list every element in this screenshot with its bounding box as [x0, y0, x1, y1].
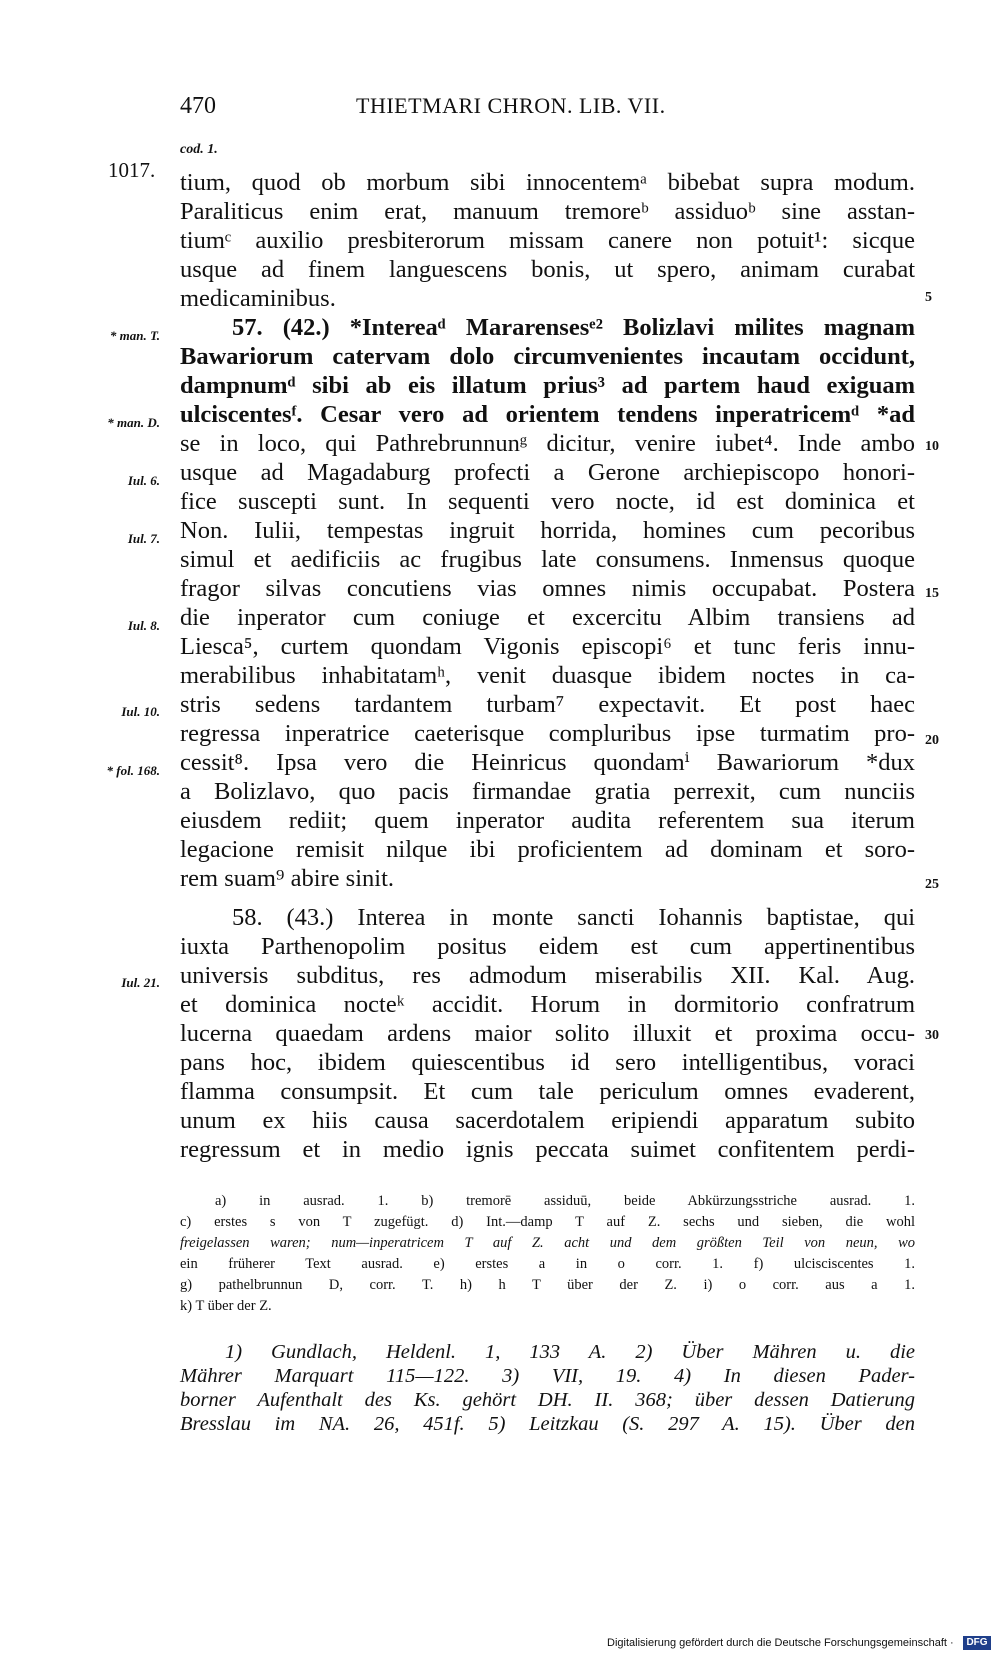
chapter-58-start: 58. (43.) Interea in monte sancti Iohannis baptistae, qui: [232, 904, 915, 931]
margin-date-iul-7: Iul. 7.: [127, 531, 160, 546]
text-line: fice suscepti sunt. In sequenti vero nocte, id est dominica et: [180, 488, 915, 515]
text-line: tiumᶜ auxilio presbiterorum missam canere non potuit¹: sicque: [180, 227, 915, 254]
text-line: tium, quod ob morbum sibi innocentemᵃ bibebat supra modum.: [180, 169, 915, 196]
text-line: pans hoc, ibidem quiescentibus id sero intelligentibus, voraci: [180, 1049, 915, 1076]
text-line: simul et aedificiis ac frugibus late consumens. Inmensus quoque: [180, 546, 915, 573]
text-line: usque ad Magadaburg profecti a Gerone archiepiscopo honori-: [180, 459, 915, 486]
apparatus-line: ein früherer Text ausrad. e) erstes a in o corr. 1. f) ulcisciscentes 1.: [180, 1256, 915, 1272]
text-line: regressum et in medio ignis peccata suimet confitentem perdi-: [180, 1136, 915, 1163]
margin-date-iul-21: Iul. 21.: [121, 975, 160, 990]
text-line: medicaminibus.: [180, 285, 336, 312]
text-line: Paraliticus enim erat, manuum tremoreᵇ assiduoᵇ sine asstan-: [180, 198, 915, 225]
text-line: die inperator cum coniuge et excercitu Albim transiens ad: [180, 604, 915, 631]
note-line: 1) Gundlach, Heldenl. 1, 133 A. 2) Über Mähren u. die: [225, 1341, 915, 1363]
line-number: 20: [925, 733, 939, 748]
line-number: 30: [925, 1028, 939, 1043]
text-line: stris sedens tardantem turbam⁷ expectavit. Et post haec: [180, 691, 915, 718]
apparatus-line: a) in ausrad. 1. b) tremorē assiduū, beide Abkürzungsstriche ausrad. 1.: [215, 1193, 915, 1209]
running-title: THIETMARI CHRON. LIB. VII.: [356, 93, 666, 118]
text-line: cessit⁸. Ipsa vero die Heinricus quondamⁱ Bawariorum *dux: [180, 749, 915, 776]
apparatus-line: freigelassen waren; num—inperatricem T auf Z. acht und dem größten Teil von neun, wo: [180, 1235, 915, 1251]
text-line: merabilibus inhabitatamʰ, venit duasque ibidem noctes in ca-: [180, 662, 915, 689]
text-line-bold: dampnumᵈ sibi ab eis illatum prius³ ad partem haud exiguam: [180, 372, 915, 399]
digitization-credit: Digitalisierung gefördert durch die Deutsche Forschungsgemeinschaft ·: [607, 1637, 954, 1649]
text-line: a Bolizlavo, quo pacis firmandae gratia perrexit, cum nunciis: [180, 778, 915, 805]
chapter-57-start: 57. (42.) *Intereaᵈ Mararensesᵉ² Bolizlavi milites magnam: [232, 314, 915, 341]
note-line: Bresslau im NA. 26, 451f. 5) Leitzkau (S. 297 A. 15). Über den: [180, 1413, 915, 1435]
dfg-logo: DFG: [963, 1636, 991, 1650]
line-number: 15: [925, 586, 939, 601]
text-line: regressa inperatrice caeterisque compluribus ipse turmatim pro-: [180, 720, 915, 747]
note-line: borner Aufenthalt des Ks. gehört DH. II. 368; über dessen Datierung: [180, 1389, 915, 1411]
text-line: rem suam⁹ abire sinit.: [180, 865, 395, 892]
apparatus-line: c) erstes s von T zugefügt. d) Int.—damp T auf Z. sechs und sieben, die wohl: [180, 1214, 915, 1230]
text-line: eiusdem rediit; quem inperator audita referentem sua iterum: [180, 807, 915, 834]
margin-date-iul-8: Iul. 8.: [127, 618, 160, 633]
margin-note-man-t: * man. T.: [109, 328, 160, 343]
line-number: 5: [925, 290, 932, 305]
text-line-bold: Bawariorum catervam dolo circumvenientes incautam occidunt,: [180, 343, 915, 370]
text-line: Non. Iulii, tempestas ingruit horrida, homines cum pecoribus: [180, 517, 915, 544]
apparatus-line: k) T über der Z.: [180, 1298, 272, 1314]
text-line: Liesca⁵, curtem quondam Vigonis episcopi⁶ et tunc feris innu-: [180, 633, 915, 660]
codex-label: cod. 1.: [180, 142, 218, 157]
text-line: universis subditus, res admodum miserabilis XII. Kal. Aug.: [180, 962, 915, 989]
text-line: unum ex hiis causa sacerdotalem eripiendi apparatum subito: [180, 1107, 915, 1134]
apparatus-line: g) pathelbrunnun D, corr. T. h) h T über der Z. i) o corr. aus a 1.: [180, 1277, 915, 1293]
page-number: 470: [180, 93, 216, 119]
text-line: se in loco, qui Pathrebrunnunᵍ dicitur, venire iubet⁴. Inde ambo: [180, 430, 915, 457]
text-line: legacione remisit nilque ibi proficientem ad dominam et soro-: [180, 836, 915, 863]
text-line: iuxta Parthenopolim positus eidem est cum appertinentibus: [180, 933, 915, 960]
text-line-bold: ulciscentesᶠ. Cesar vero ad orientem tendens inperatricemᵈ *ad: [180, 401, 915, 428]
margin-date-iul-10: Iul. 10.: [121, 704, 160, 719]
text-line: lucerna quaedam ardens maior solito illuxit et proxima occu-: [180, 1020, 915, 1047]
margin-note-man-d: * man. D.: [107, 415, 160, 430]
text-line: usque ad finem languescens bonis, ut spero, animam curabat: [180, 256, 915, 283]
text-line: flamma consumpsit. Et cum tale periculum omnes evaderent,: [180, 1078, 915, 1105]
text-line: et dominica nocteᵏ accidit. Horum in dormitorio confratrum: [180, 991, 915, 1018]
text-line: fragor silvas concutiens vias omnes nimis occupabat. Postera: [180, 575, 915, 602]
note-line: Mährer Marquart 115—122. 3) VII, 19. 4) In diesen Pader-: [180, 1365, 915, 1387]
margin-note-fol-168: * fol. 168.: [106, 763, 160, 778]
margin-date-iul-6: Iul. 6.: [127, 473, 160, 488]
line-number: 25: [925, 877, 939, 892]
margin-year: 1017.: [108, 158, 156, 182]
line-number: 10: [925, 439, 939, 454]
